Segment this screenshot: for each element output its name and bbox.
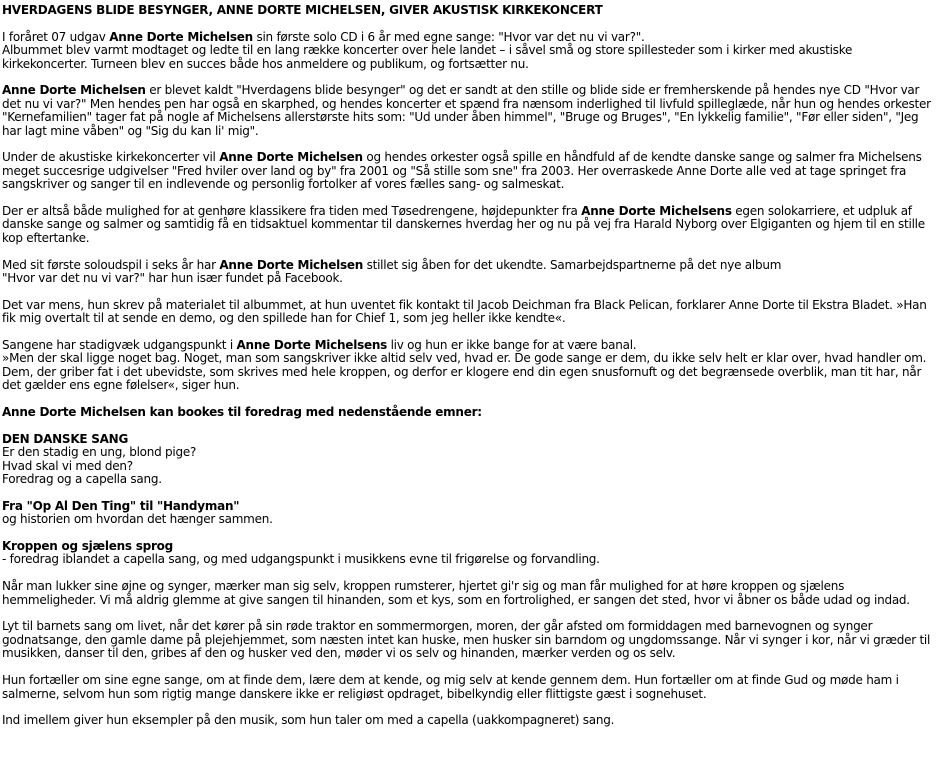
examples-paragraph: Ind imellem giver hun eksempler på den musik, som hun taler om med a capella (uakkompagneret) sang.	[2, 713, 615, 728]
text: »Men der skal ligge noget bag. Noget, man som sangskriver ikke altid selv ved, hvad er. De gode sange er dem, du ikke selv helt er klar over, hvad handler om. Dem, der griber fat i det ubevidste, som skrives med hele kroppen, og derfor er klogere end din egen snusfornuft og det begrænsede overblik, man tit har, når det gælder ens egne følelser«, siger hun.	[2, 351, 927, 393]
intro-paragraph	[2, 31, 931, 71]
topic-heading: Fra "Op Al Den Ting" til "Handyman"	[2, 498, 240, 513]
listen-paragraph: Lyt til barnets sang om livet, når det kører på sin røde traktor en sommermorgen, moren, der går afsted om formiddagen med barnevognen og synger godnatsange, den gamle dame på plejehjemmet, som næsten intet kan huske, men husker sin barndom og ungdomssange. Når vi synger i kor, når vi græder til musikken, danser til den, gribes af den og husker ved den, møder vi os selv og hinanden, mærker verden og os selv.	[2, 619, 931, 661]
description-paragraph	[2, 84, 931, 138]
topic-line: - foredrag iblandet a capella sang, og med udgangspunkt i musikkens evne til frigørelse og forvandling.	[2, 552, 600, 567]
text: liv og hun er ikke bange for at være banal.	[387, 338, 637, 353]
songs-paragraph	[2, 339, 931, 393]
topic-handyman	[2, 500, 931, 527]
solo-album-paragraph	[2, 259, 931, 286]
classics-paragraph	[2, 205, 931, 245]
text: Der er altså både mulighed for at genhøre klassikere fra tiden med Tøsedrengene, højdepunkter fra	[2, 204, 582, 219]
topic-heading: Kroppen og sjælens sprog	[2, 539, 173, 554]
singing-paragraph: Når man lukker sine øjne og synger, mærker man sig selv, kroppen rumsterer, hjertet gi'r sig og man får mulighed for at høre kroppen og sjælens hemmeligheder. Vi må aldrig glemme at give sangen til hinanden, som et kys, som en fortrolighed, er sangen det sted, hvor vi åbner os både udad og indad.	[2, 579, 910, 607]
text: stillet sig åben for det ukendte. Samarbejdspartnerne på det nye album	[363, 257, 782, 272]
topic-danske-sang	[2, 433, 931, 487]
artist-name-possessive: Anne Dorte Michelsens	[581, 204, 732, 219]
artist-name: Anne Dorte Michelsen	[219, 257, 364, 272]
topic-line: Foredrag og a capella sang.	[2, 472, 162, 487]
text: Under de akustiske kirkekoncerter vil	[2, 150, 220, 165]
text: I foråret 07 udgav	[2, 29, 110, 44]
text: egen solokarriere, et udpluk af danske sange og salmer og samtidig få en tidsaktuel kommentar til danskernes hverdag her og nu på vej fra Harald Nyborg over Elgiganten og hjem til en stille kop eftertanke.	[2, 204, 925, 245]
text: og hendes orkester også spille en håndfuld af de kendte danske sange og salmer fra Michelsens meget succesrige udgivelser "Fred hviler over land og by" fra 2001 og "Så stille som sne" fra 2003. Her overraskede Anne Dorte alle ved at tage springet fra sangskriver og sanger til en indlevende og personlig fortolker af vores fælles sang- og salmeskat.	[2, 150, 922, 192]
text: er blevet kaldt "Hverdagens blide besynger" og det er sandt at den stille og blide side er fremherskende på hendes nye CD "Hvor var det nu vi var?" Men hendes pen har også en skarphed, og hendes koncerter et spænd fra nænsom inderlighed til livfuld spilleglæde, når hun og hendes orkester "Kernefamilien" tager fat på nogle af Michelsens allerstørste hits som: "Ud under åben himmel", "Bruge og Bruges", "En lykkelig familie", "Før eller siden", "Jeg har lagt mine våben" og "Sig du kan li' mig".	[2, 83, 931, 138]
text: sin første solo CD i 6 år med egne sange: "Hvor var det nu vi var?".	[252, 29, 645, 44]
church-concert-paragraph	[2, 151, 931, 191]
booking-heading: Anne Dorte Michelsen kan bookes til foredrag med nedenstående emner:	[2, 405, 482, 420]
text: Sangene har stadigvæk udgangspunkt i	[2, 338, 237, 353]
topic-heading: DEN DANSKE SANG	[2, 431, 129, 446]
ekstra-bladet-paragraph: Det var mens, hun skrev på materialet til albummet, at hun uventet fik kontakt til Jacob Deichman fra Black Pelican, forklarer Anne Dorte til Ekstra Bladet. »Han fik mig overtalt til at sende en demo, og den spillede han for Chief 1, som jeg heller ikke kendte«.	[2, 297, 927, 326]
text: Albummet blev varmt modtaget og ledte til en lang række koncerter over hele landet – i såvel små og store spillesteder som i kirker med akustiske kirkekoncerter. Turneen blev en succes både hos anmeldere og publikum, og fortsætter nu.	[2, 43, 853, 71]
topic-line: Hvad skal vi med den?	[2, 458, 133, 473]
topic-line: Er den stadig en ung, blond pige?	[2, 445, 197, 460]
text: Med sit første soloudspil i seks år har	[2, 257, 220, 272]
own-songs-paragraph: Hun fortæller om sine egne sange, om at finde dem, lære dem at kende, og mig selv at kende gennem dem. Hun fortæller om at finde Gud og møde ham i salmerne, selvom hun som rigtig mange danskere ikke er religiøst opdraget, bibelkyndig eller flittigste gæst i sognehuset.	[2, 673, 899, 701]
artist-name: Anne Dorte Michelsen	[219, 150, 363, 165]
artist-name-possessive: Anne Dorte Michelsens	[236, 338, 388, 353]
artist-name: Anne Dorte Michelsen	[109, 29, 253, 44]
page-title: HVERDAGENS BLIDE BESYNGER, ANNE DORTE MICHELSEN, GIVER AKUSTISK KIRKEKONCERT	[2, 3, 603, 17]
topic-kroppen	[2, 540, 931, 567]
topic-line: og historien om hvordan det hænger sammen.	[2, 512, 273, 527]
text: "Hvor var det nu vi var?" har hun især fundet på Facebook.	[2, 271, 343, 286]
artist-name: Anne Dorte Michelsen	[2, 83, 146, 98]
